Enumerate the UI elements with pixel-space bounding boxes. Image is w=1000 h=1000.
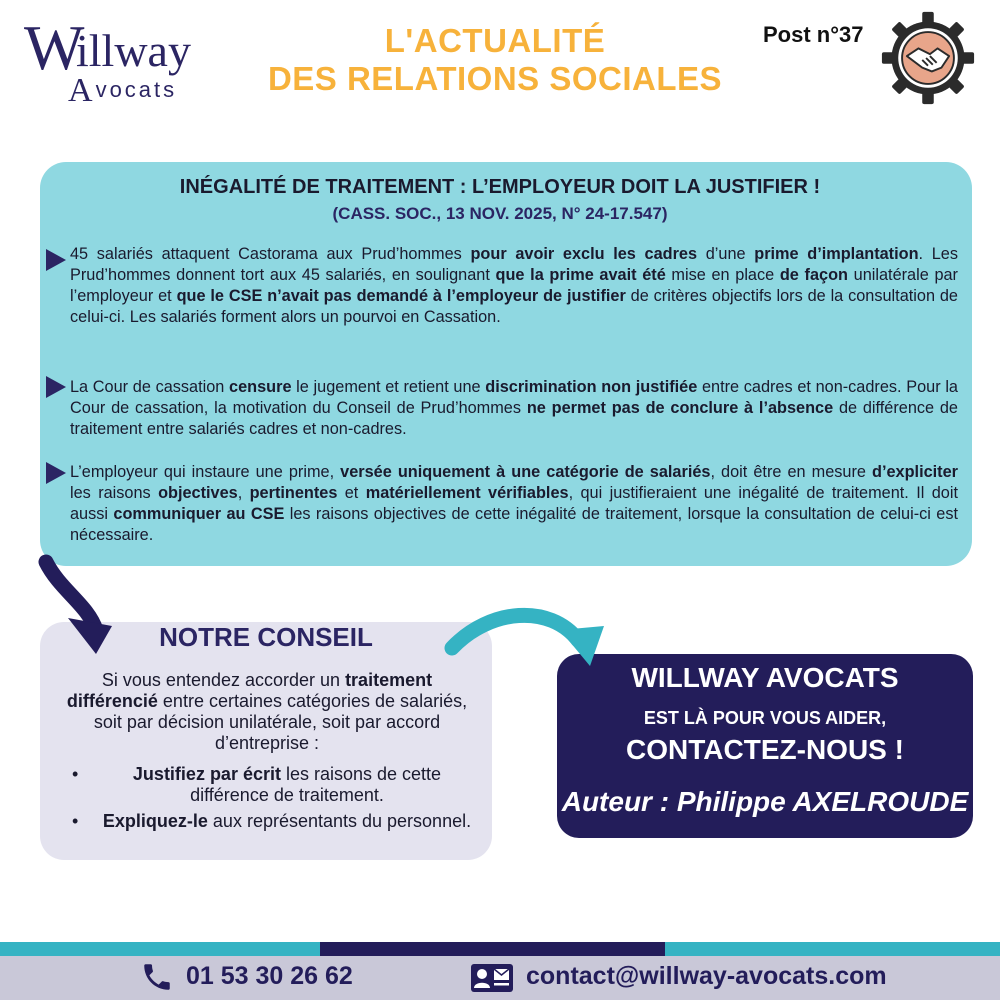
phone-number[interactable]: 01 53 30 26 62 <box>186 962 353 990</box>
emphasis-text: que la prime avait été <box>495 266 666 284</box>
headline-line2: DES RELATIONS SOCIALES <box>267 60 723 97</box>
contact-line3: CONTACTEZ-NOUS ! <box>626 734 904 765</box>
bullet-dot-icon: • <box>72 811 79 831</box>
emphasis-text: que le CSE n’avait pas demandé à l’employeur de justifier <box>176 287 626 305</box>
willway-logo <box>24 12 224 109</box>
bullet-dot-icon: • <box>72 764 79 784</box>
conseil-bullet <box>62 764 472 806</box>
emphasis-text: censure <box>229 378 292 396</box>
info-paragraph: 45 salariés attaquent Castorama aux Prud’hommes pour avoir exclu les cadres d’une prime d’implantation. Les Prud’hommes donnent tort aux 45 salariés, en soulignant que la prime avait été mise en place de façon unilatérale par l’employeur et que le CSE n’avait pas demandé à l’employeur de justifier de critères objectifs lors de la consultation de celui-ci. Les salariés forment alors un pourvoi en Cassation. <box>70 245 958 326</box>
conseil-bullet-text: Justifiez par écrit les raisons de cette différence de traitement. <box>132 764 442 805</box>
info-paragraph: L’employeur qui instaure une prime, versée uniquement à une catégorie de salariés, doit être en mesure d’expliciter les raisons objectives, pertinentes et matériellement vérifiables, qui justifieraient une inégalité de traitement. Il doit aussi communiquer au CSE les raisons objectives de cette inégalité de traitement, lorsque la consultation de celui-ci est nécessaire. <box>70 463 958 544</box>
info-paragraph: La Cour de cassation censure le jugement et retient une discrimination non justifiée entre cadres et non-cadres. Pour la Cour de cassation, la motivation du Conseil de Prud’hommes ne permet pas de conclure à l’absence de différence de traitement entre salariés cadres et non-cadres. <box>70 378 958 438</box>
conseil-bullet-text: Expliquez-le aux représentants du personnel. <box>102 811 472 831</box>
bullet-arrow-icon <box>46 376 66 398</box>
emphasis-text: matériellement vérifiables <box>365 484 569 502</box>
emphasis-text: pertinentes <box>249 484 338 502</box>
conseil-title: NOTRE CONSEIL <box>159 622 373 652</box>
info-subtitle: (CASS. SOC., 13 NOV. 2025, N° 24-17.547) <box>332 204 668 223</box>
conseil-intro: Si vous entendez accorder un traitement différencié entre certaines catégories de salariés, soit par décision unilatérale, soit par accord d’entreprise : <box>66 670 468 753</box>
emphasis-text: d’expliciter <box>872 463 958 481</box>
emphasis-text: discrimination non justifiée <box>485 378 698 396</box>
logo-wordmark: illway <box>76 25 191 76</box>
email-address[interactable]: contact@willway-avocats.com <box>526 962 887 990</box>
contact-line1: WILLWAY AVOCATS <box>631 662 899 693</box>
bullet-arrow-icon <box>46 462 66 484</box>
phone-icon <box>140 960 174 994</box>
emphasis-text: objectives <box>158 484 238 502</box>
emphasis-text: Expliquez-le <box>102 811 208 831</box>
post-number: Post n°37 <box>763 22 864 47</box>
footer-stripe <box>665 942 1000 956</box>
author-credit: Auteur : Philippe AXELROUDE <box>561 786 969 817</box>
conseil-bullet <box>62 811 472 832</box>
contact-line2: EST LÀ POUR VOUS AIDER, <box>643 708 887 728</box>
curved-arrow-navy <box>46 562 96 630</box>
footer-stripe <box>0 942 320 956</box>
handshake-gear-icon <box>880 10 976 106</box>
emphasis-text: traitement différencié <box>66 670 433 711</box>
logo-letter-a: A <box>68 72 96 109</box>
info-title: INÉGALITÉ DE TRAITEMENT : L’EMPLOYEUR DOIT LA JUSTIFIER ! <box>179 176 821 198</box>
page-headline <box>230 22 760 98</box>
logo-subtitle <box>68 70 178 109</box>
headline-line1: L'ACTUALITÉ <box>384 22 606 59</box>
contact-card-icon <box>470 963 514 993</box>
emphasis-text: pour avoir exclu les cadres <box>470 245 698 263</box>
logo-letter-w: W <box>24 12 85 83</box>
footer-stripe <box>320 942 665 956</box>
logo-avocats: vocats <box>95 77 178 102</box>
emphasis-text: Justifiez par écrit <box>132 764 281 784</box>
emphasis-text: ne permet pas de conclure à l’absence <box>526 399 834 417</box>
emphasis-text: versée uniquement à une catégorie de salariés <box>340 463 711 481</box>
emphasis-text: communiquer au CSE <box>113 505 285 523</box>
bullet-arrow-icon <box>46 249 66 271</box>
emphasis-text: prime d’implantation <box>754 245 919 263</box>
emphasis-text: de façon <box>779 266 848 284</box>
